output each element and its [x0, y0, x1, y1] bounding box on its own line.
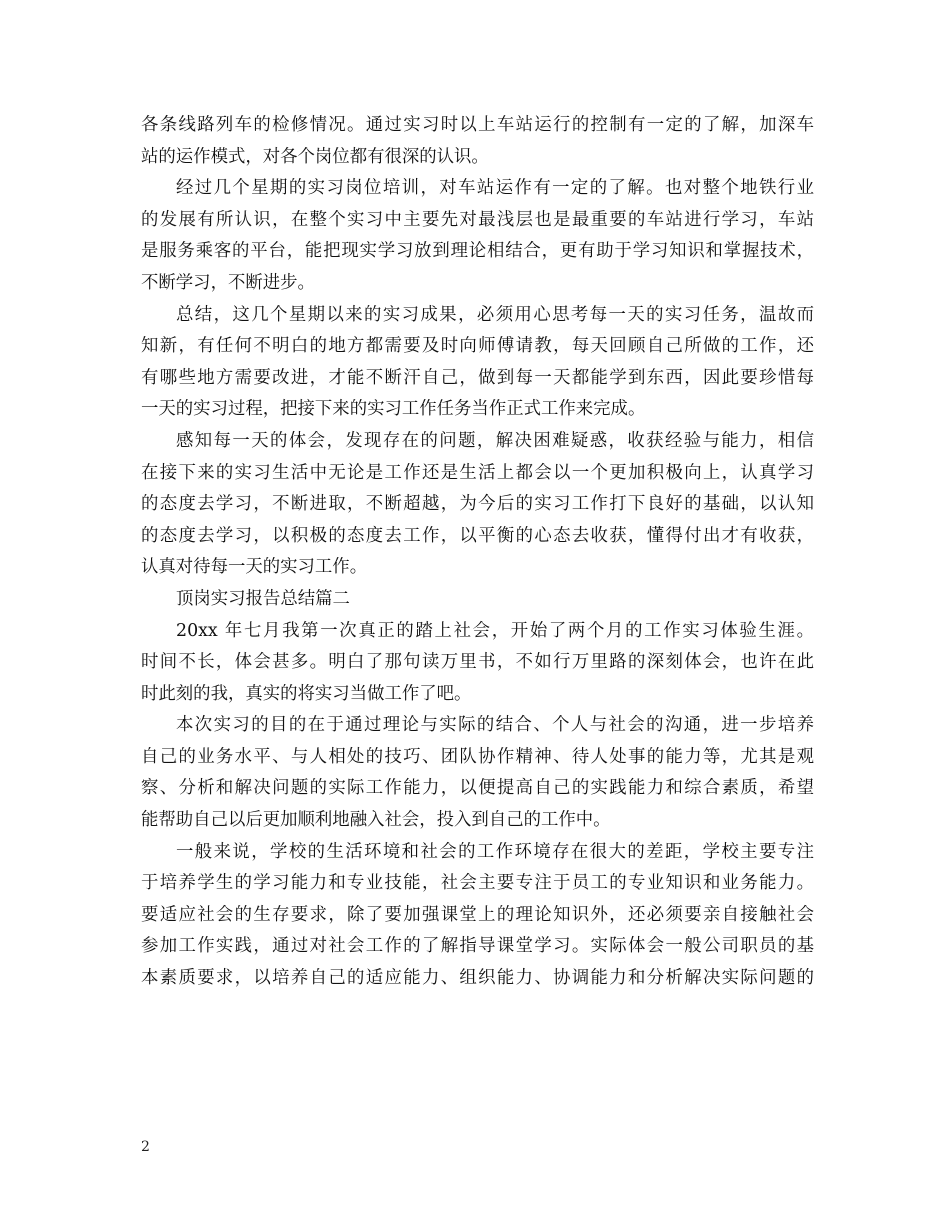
text-line: 的态度去学习，不断进取，不断超越，为今后的实习工作打下良好的基础，以认知 — [141, 494, 814, 515]
text-line: 时此刻的我，真实的将实习当做工作了吧。 — [141, 683, 472, 704]
text-line: 20xx 年七月我第一次真正的踏上社会，开始了两个月的工作实习体验生涯。 — [176, 620, 814, 641]
text-line: 能帮助自己以后更加顺利地融入社会，投入到自己的工作中。 — [141, 810, 611, 831]
text-line: 本素质要求，以培养自己的适应能力、组织能力、协调能力和分析解决实际问题的 — [141, 968, 814, 989]
text-line: 时间不长，体会甚多。明白了那句读万里书，不如行万里路的深刻体会，也许在此 — [141, 652, 814, 673]
text-line: 自己的业务水平、与人相处的技巧、团队协作精神、待人处事的能力等，尤其是观 — [141, 746, 814, 767]
text-line: 站的运作模式，对各个岗位都有很深的认识。 — [141, 146, 489, 167]
text-line: 的态度去学习，以积极的态度去工作，以平衡的心态去收获，懂得付出才有收获， — [141, 525, 814, 546]
text-line: 本次实习的目的在于通过理论与实际的结合、个人与社会的沟通，进一步培养 — [176, 715, 814, 736]
page-number: 2 — [141, 1139, 150, 1155]
text-line: 各条线路列车的检修情况。通过实习时以上车站运行的控制有一定的了解，加深车 — [141, 115, 814, 135]
text-line: 感知每一天的体会，发现存在的问题，解决困难疑惑，收获经验与能力，相信 — [176, 430, 814, 451]
text-line: 顶岗实习报告总结篇二 — [176, 588, 350, 609]
text-line: 认真对待每一天的实习工作。 — [141, 557, 368, 578]
text-line: 在接下来的实习生活中无论是工作还是生活上都会以一个更加积极向上，认真学习 — [141, 462, 814, 483]
text-line: 经过几个星期的实习岗位培训，对车站运作有一定的了解。也对整个地铁行业 — [176, 178, 814, 199]
text-line: 有哪些地方需要改进，才能不断汗自己，做到每一天都能学到东西，因此要珍惜每 — [141, 367, 814, 388]
document-body — [141, 110, 814, 995]
text-line: 要适应社会的生存要求，除了要加强课堂上的理论知识外，还必须要亲自接触社会 — [141, 904, 814, 925]
text-line: 一般来说，学校的生活环境和社会的工作环境存在很大的差距，学校主要专注 — [176, 841, 814, 862]
text-line: 不断学习，不断进步。 — [141, 272, 315, 293]
text-line: 总结，这几个星期以来的实习成果，必须用心思考每一天的实习任务，温故而 — [176, 304, 814, 325]
text-line: 参加工作实践，通过对社会工作的了解指导课堂学习。实际体会一般公司职员的基 — [141, 936, 814, 957]
text-line: 于培养学生的学习能力和专业技能，社会主要专注于员工的专业知识和业务能力。 — [141, 873, 814, 894]
text-line: 察、分析和解决问题的实际工作能力，以便提高自己的实践能力和综合素质，希望 — [141, 778, 814, 799]
text-line: 是服务乘客的平台，能把现实学习放到理论相结合，更有助于学习知识和掌握技术， — [141, 241, 814, 262]
text-line: 一天的实习过程，把接下来的实习工作任务当作正式工作来完成。 — [141, 399, 646, 420]
text-line: 知新，有任何不明白的地方都需要及时向师傅请教，每天回顾自己所做的工作，还 — [141, 336, 814, 357]
text-line: 的发展有所认识，在整个实习中主要先对最浅层也是最重要的车站进行学习，车站 — [141, 209, 814, 230]
